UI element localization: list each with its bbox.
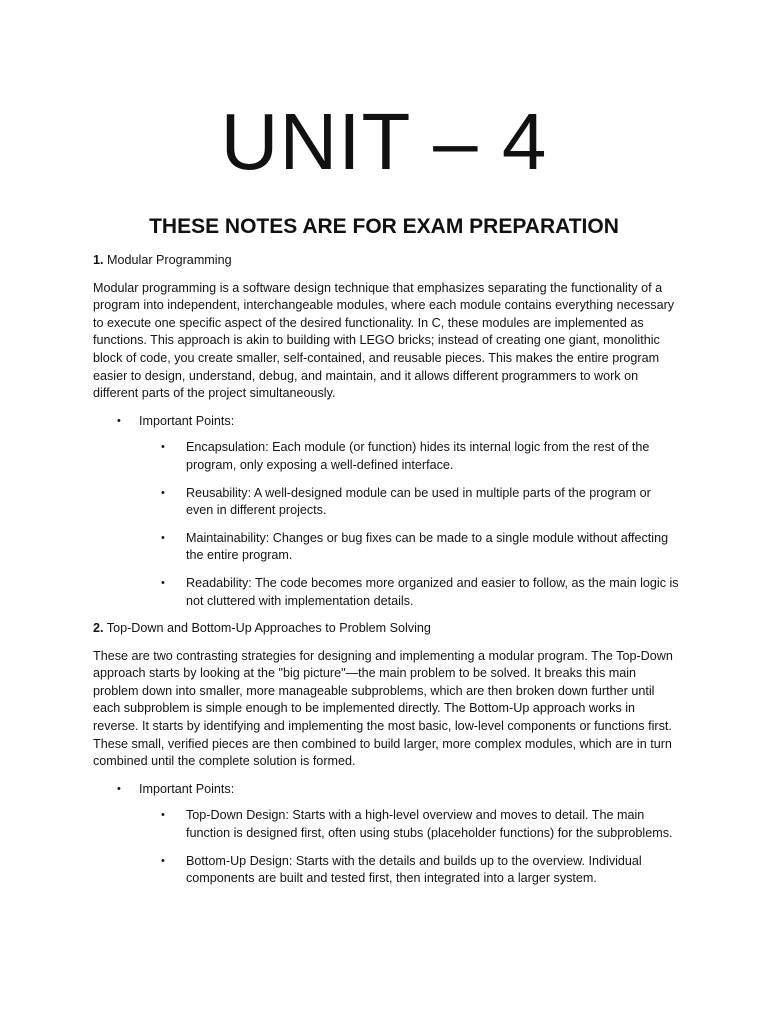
list-item-text: Bottom-Up Design: Starts with the details and builds up to the overview. Individual components are built and tested first, then integrated into a larger system. <box>186 853 642 886</box>
important-points-label: Important Points: <box>139 781 235 796</box>
list-item <box>139 439 679 474</box>
important-points-list <box>93 413 679 610</box>
section-heading <box>93 252 679 270</box>
important-points-item <box>93 413 679 610</box>
important-points-item <box>93 781 679 888</box>
bullet-icon: • <box>117 414 121 427</box>
bullet-icon: • <box>117 782 121 795</box>
bullet-icon: • <box>161 576 165 589</box>
section-number: 2. <box>93 621 104 636</box>
section-paragraph: These are two contrasting strategies for designing and implementing a modular program. The Top-Down approach starts by looking at the "big picture"—the main problem to be solved. It breaks this main problem down into smaller, more manageable subproblems, which are then broken down further until each subproblem is simple enough to be implemented directly. The Bottom-Up approach works in reverse. It starts by identifying and implementing the most basic, low-level components or functions first. These small, verified pieces are then combined to build larger, more complex modules, which are in turn combined until the complete solution is formed. <box>93 648 673 769</box>
list-item-text: Reusability: A well-designed module can be used in multiple parts of the program or even in different projects. <box>186 485 651 518</box>
bullet-icon: • <box>161 809 165 822</box>
sub-points-list <box>139 807 679 887</box>
bullet-icon: • <box>161 531 165 544</box>
list-item-text: Readability: The code becomes more organized and easier to follow, as the main logic is not cluttered with implementation details. <box>186 575 679 608</box>
list-item <box>139 807 679 842</box>
list-item-text: Top-Down Design: Starts with a high-level overview and moves to detail. The main function is designed first, often using stubs (placeholder functions) for the subproblems. <box>186 808 673 841</box>
important-points-list <box>93 781 679 888</box>
section-heading-text: Modular Programming <box>107 253 232 267</box>
page-subtitle: THESE NOTES ARE FOR EXAM PREPARATION <box>149 215 619 238</box>
list-item <box>139 853 679 888</box>
notes-content <box>93 252 679 898</box>
section-number: 1. <box>93 253 104 267</box>
unit-title: UNIT – 4 <box>220 97 548 186</box>
list-item <box>139 485 679 520</box>
bullet-icon: • <box>161 854 165 867</box>
bullet-icon: • <box>161 441 165 454</box>
list-item <box>139 530 679 565</box>
important-points-label: Important Points: <box>139 413 235 428</box>
list-item-text: Encapsulation: Each module (or function) hides its internal logic from the rest of the program, only exposing a well-defined interface. <box>186 440 650 472</box>
section-heading-text: Top-Down and Bottom-Up Approaches to Problem Solving <box>106 621 431 636</box>
section-modular-programming <box>93 252 679 610</box>
section-heading <box>93 620 679 638</box>
sub-points-list <box>139 439 679 610</box>
list-item <box>139 575 679 610</box>
bullet-icon: • <box>161 486 165 499</box>
section-top-down-bottom-up <box>93 620 679 888</box>
list-item-text: Maintainability: Changes or bug fixes can be made to a single module without affecting the entire program. <box>186 530 669 563</box>
section-paragraph: Modular programming is a software design technique that emphasizes separating the functionality of a program into independent, interchangeable modules, where each module contains everything necessary to execute one specific aspect of the desired functionality. In C, these modules are implemented as functions. This approach is akin to building with LEGO bricks; instead of creating one giant, monolithic block of code, you create smaller, self-contained, and reusable pieces. This makes the entire program easier to design, understand, debug, and maintain, and it allows different programmers to work on different parts of the project simultaneously. <box>93 280 675 401</box>
